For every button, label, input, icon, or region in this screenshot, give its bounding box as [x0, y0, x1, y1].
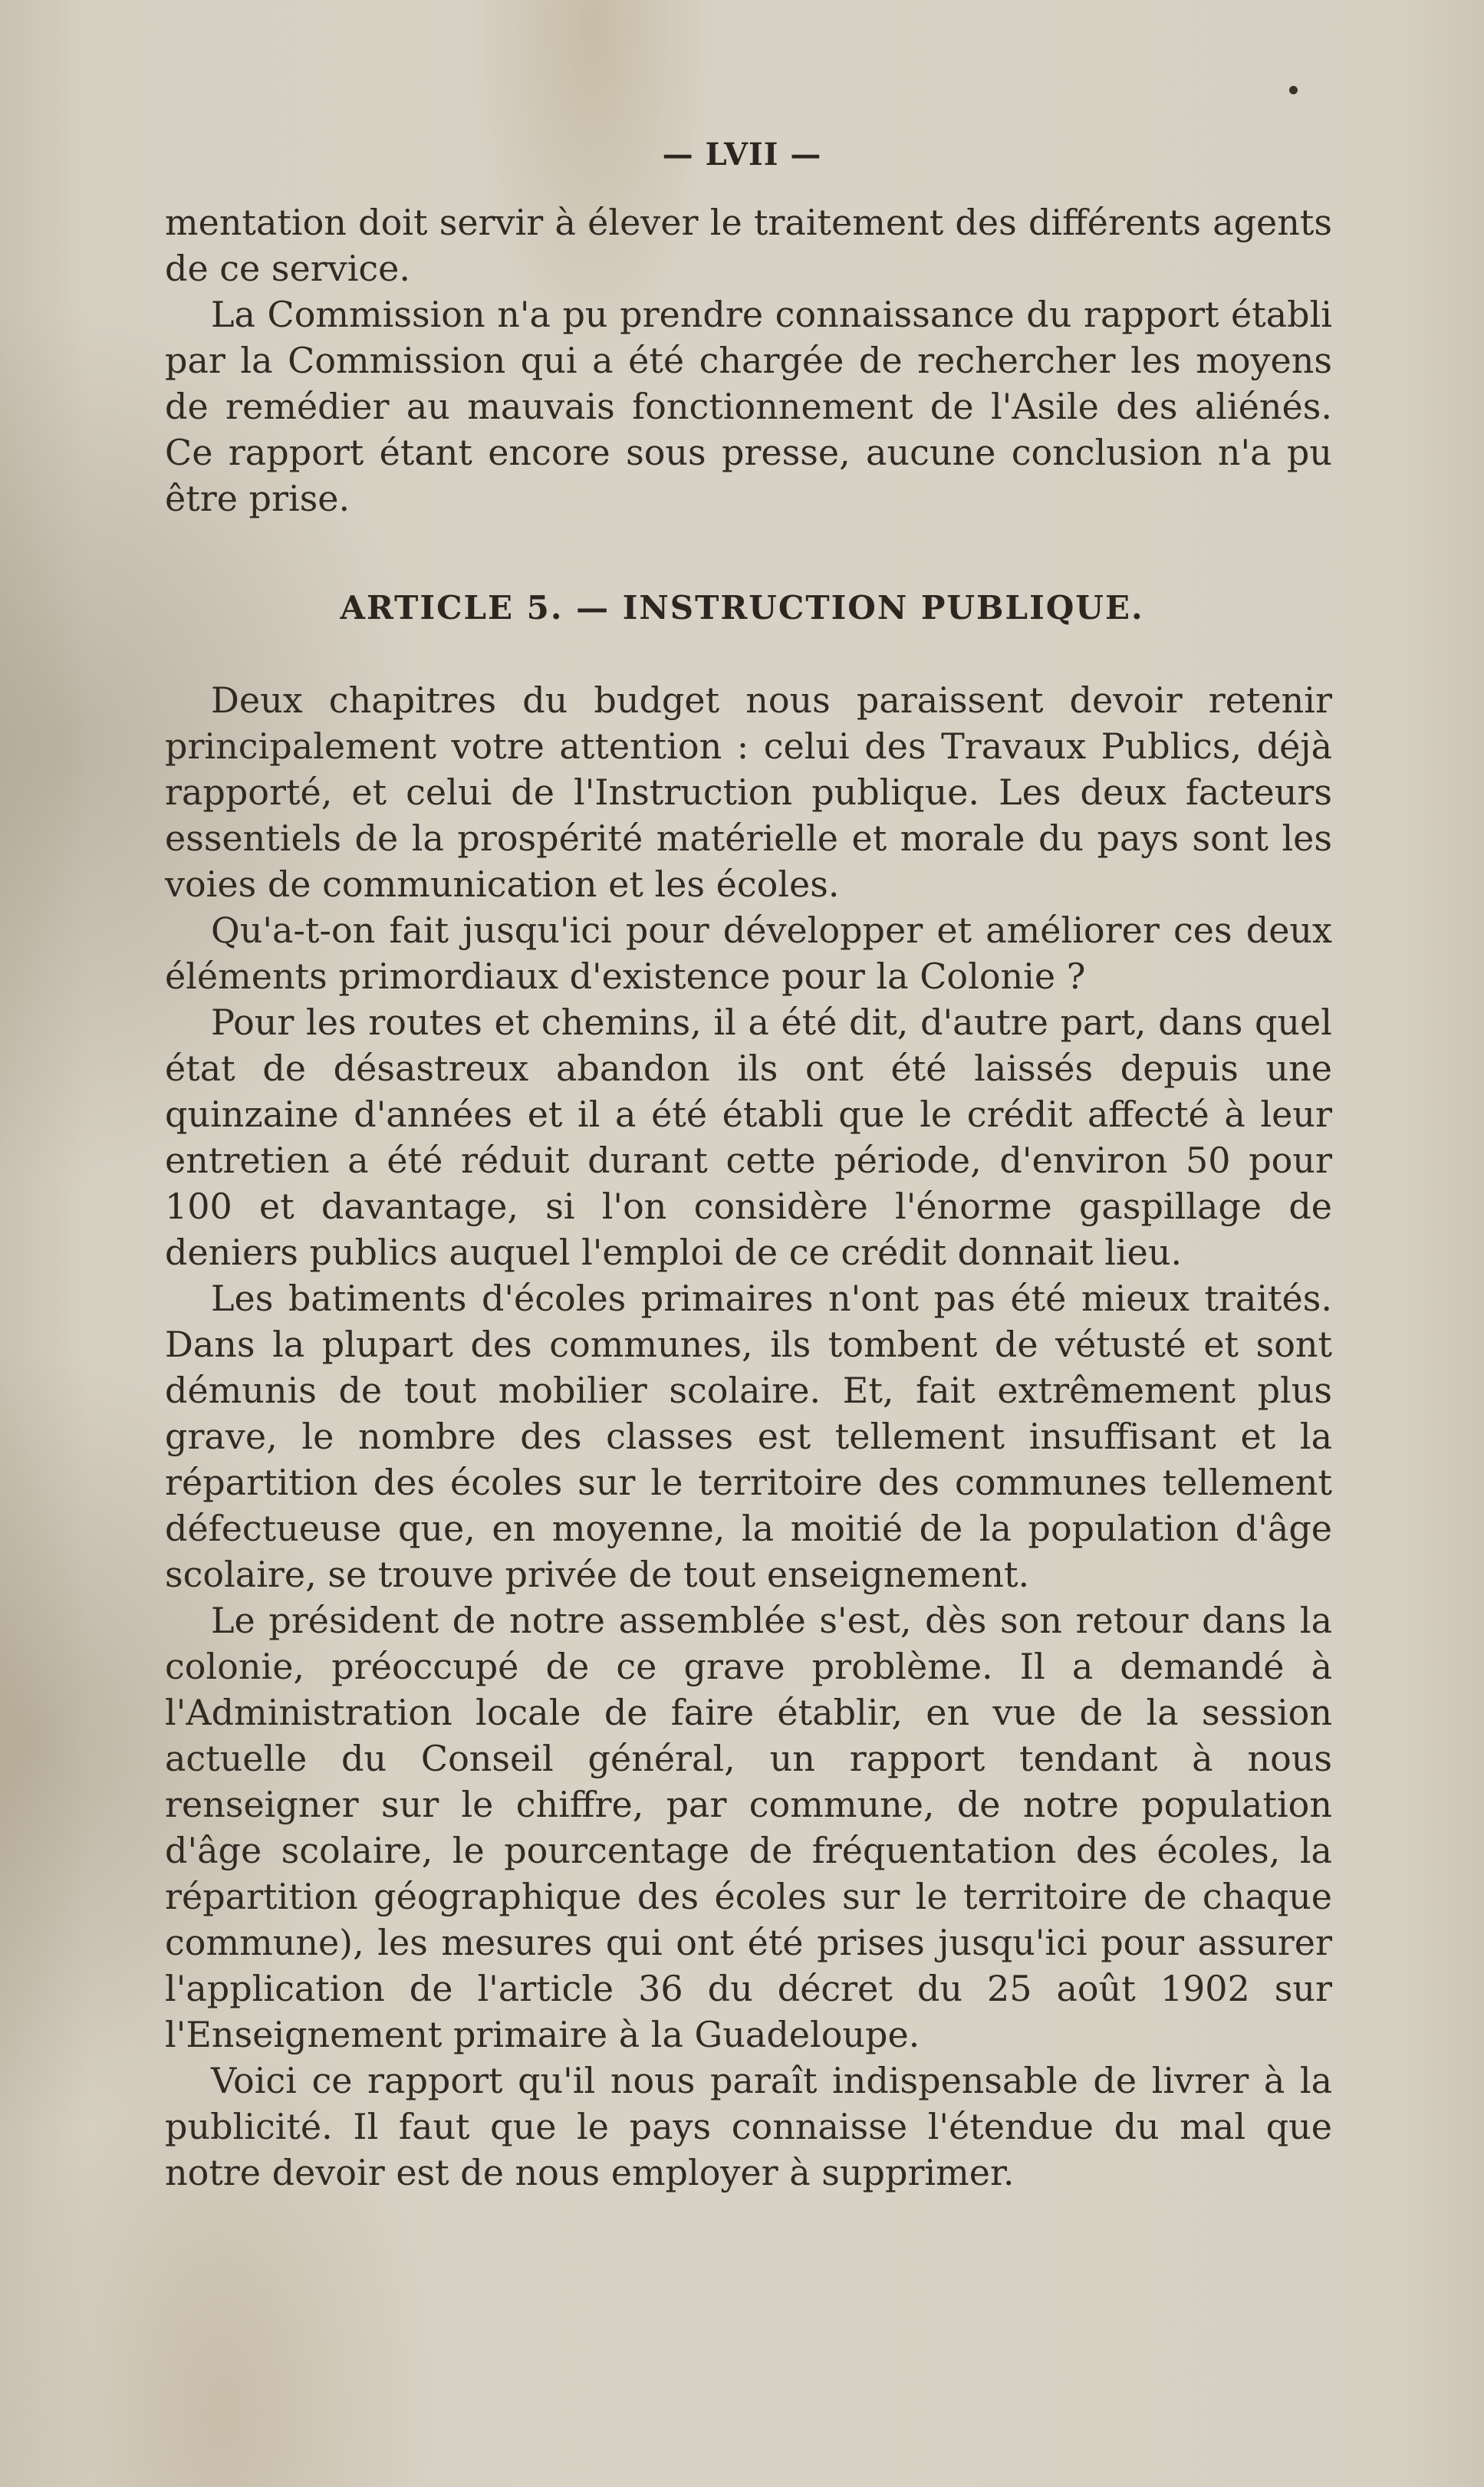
paragraph-school-buildings: Les batiments d'écoles primaires n'ont pas été mieux traités. Dans la plupart des communes, ils tombent de vétusté et sont démunis de tout mobilier scolaire. Et, fait extrêmement plus grave, le nombre des classes est tellement insuffisant et la répartition des écoles sur le territoire des communes tellement défectueuse que, en moyenne, la moitié de la population d'âge scolaire, se trouve privée de tout enseignement.	[165, 1278, 1332, 1595]
commission-paragraph: La Commission n'a pu prendre connaissance du rapport établi par la Commission qui a été chargée de rechercher les moyens de remédier au mauvais fonctionnement de l'Asile des aliénés. Ce rapport étant encore sous presse, aucune conclusion n'a pu être prise.	[165, 294, 1332, 519]
ink-speck	[1289, 86, 1298, 94]
continuation-paragraph: mentation doit servir à élever le traitement des différents agents de ce service.	[165, 202, 1332, 289]
paragraph-roads: Pour les routes et chemins, il a été dit, d'autre part, dans quel état de désastreux abandon ils ont été laissés depuis une quinzaine d'années et il a été établi que le crédit affecté à leur entretien a été réduit durant cette période, d'environ 50 pour 100 et davantage, si l'on considère l'énorme gaspillage de deniers publics auquel l'emploi de ce crédit donnait lieu.	[165, 1002, 1332, 1273]
opening-text-block	[165, 199, 1332, 521]
paragraph-president: Le président de notre assemblée s'est, dès son retour dans la colonie, préoccupé de ce grave problème. Il a demandé à l'Administration locale de faire établir, en vue de la session actuelle du Conseil général, un rapport tendant à nous renseigner sur le chiffre, par commune, de notre population d'âge scolaire, le pourcentage de fréquentation des écoles, la répartition géographique des écoles sur le territoire de chaque commune), les mesures qui ont été prises jusqu'ici pour assurer l'application de l'article 36 du décret du 25 août 1902 sur l'Enseignement primaire à la Guadeloupe.	[165, 1600, 1332, 2055]
paragraph-chapters: Deux chapitres du budget nous paraissent devoir retenir principalement votre attention : celui des Travaux Publics, déjà rapporté, et celui de l'Instruction publique. Les deux facteurs essentiels de la prospérité matérielle et morale du pays sont les voies de communication et les écoles.	[165, 679, 1332, 905]
section-body	[165, 677, 1332, 2196]
paragraph-report: Voici ce rapport qu'il nous paraît indispensable de livrer à la publicité. Il faut que le pays connaisse l'étendue du mal que notre devoir est de nous employer à supprimer.	[165, 2060, 1332, 2193]
paragraph-question: Qu'a-t-on fait jusqu'ici pour développer et améliorer ces deux éléments primordiaux d'existence pour la Colonie ?	[165, 910, 1332, 997]
page-number-header: — LVII —	[662, 137, 822, 173]
section-title: ARTICLE 5. — INSTRUCTION PUBLIQUE.	[340, 589, 1144, 627]
